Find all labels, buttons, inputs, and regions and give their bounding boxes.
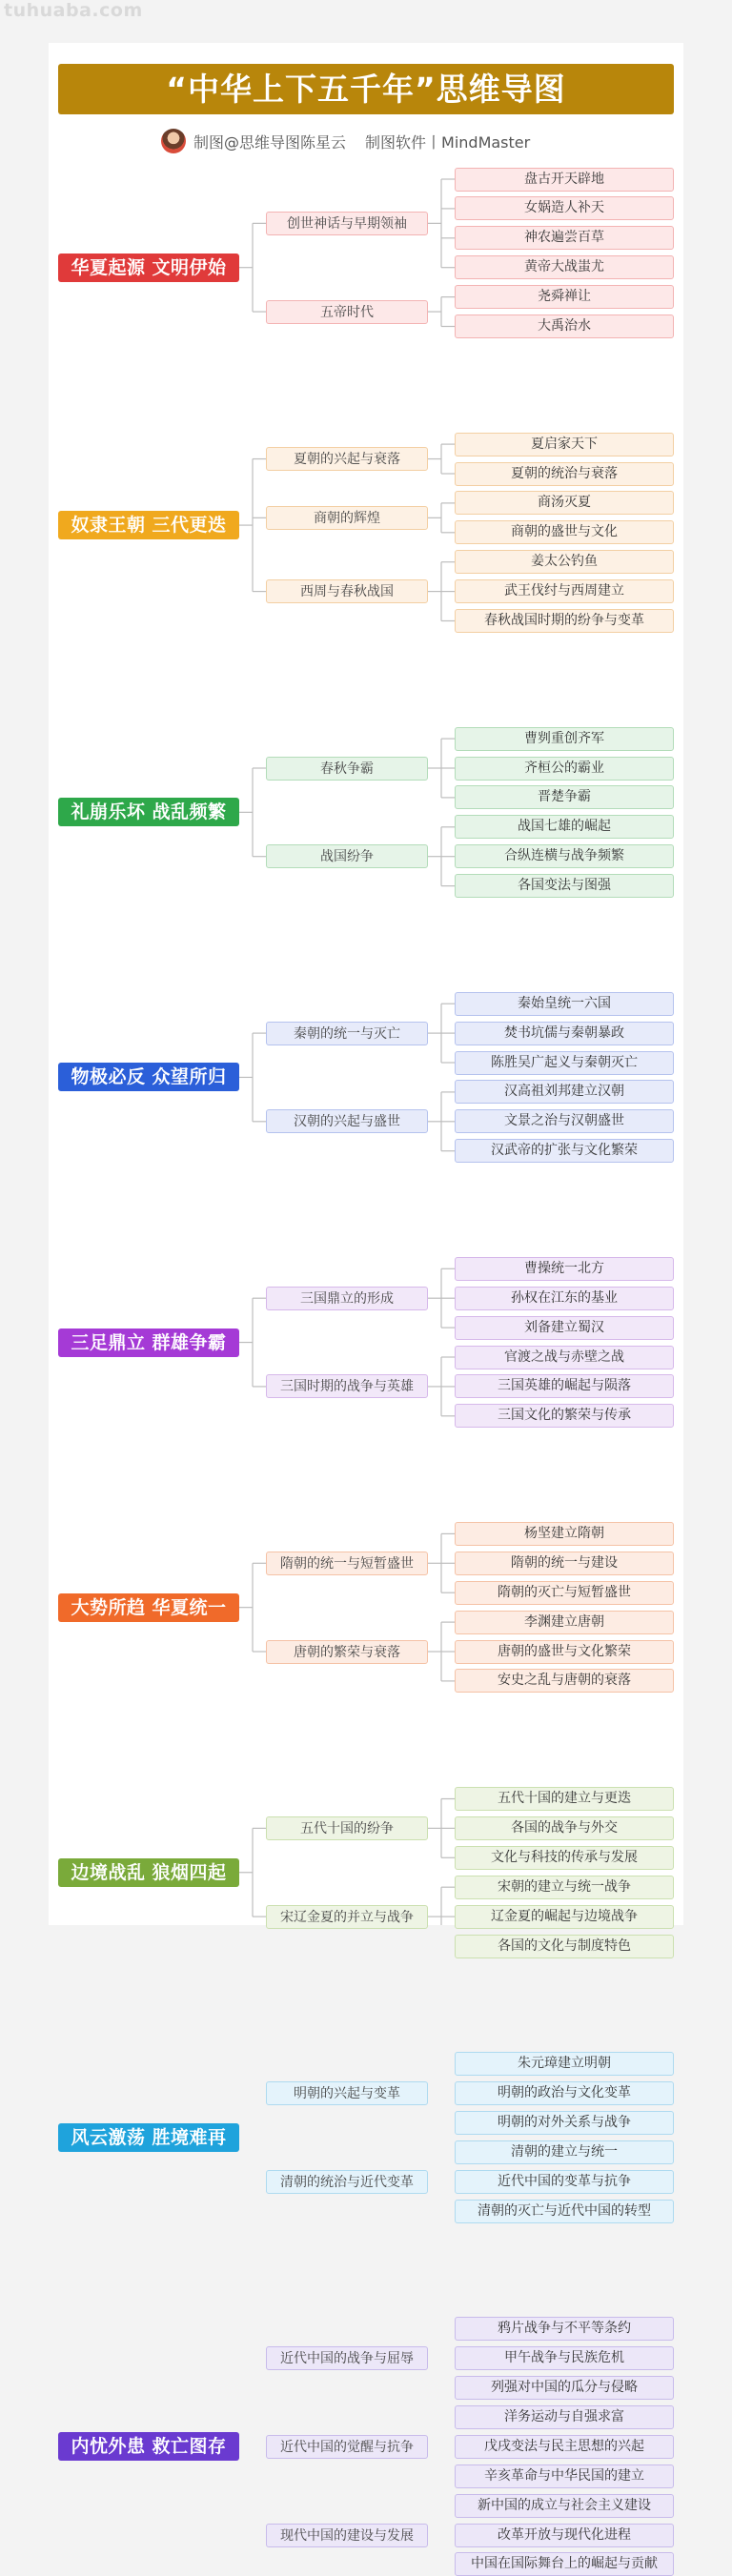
leaf-topic: 戊戌变法与民主思想的兴起 (455, 2435, 674, 2459)
leaf-topic: 洋务运动与自强求富 (455, 2405, 674, 2429)
leaf-topic: 三国英雄的崛起与陨落 (455, 1374, 674, 1398)
leaf-topic: 孙权在江东的基业 (455, 1287, 674, 1310)
author-credit: 制图@思维导图陈星云 (193, 132, 347, 152)
leaf-topic: 杨坚建立隋朝 (455, 1522, 674, 1546)
leaf-topic: 改革开放与现代化进程 (455, 2524, 674, 2547)
leaf-topic: 商汤灭夏 (455, 491, 674, 515)
leaf-topic: 清朝的灭亡与近代中国的转型 (455, 2200, 674, 2223)
leaf-topic: 战国七雄的崛起 (455, 815, 674, 839)
leaf-topic: 唐朝的盛世与文化繁荣 (455, 1640, 674, 1664)
page-title: “中华上下五千年”思维导图 (58, 64, 674, 114)
subtopic: 西周与春秋战国 (266, 579, 428, 603)
leaf-topic: 明朝的对外关系与战争 (455, 2111, 674, 2135)
leaf-topic: 汉高祖刘邦建立汉朝 (455, 1080, 674, 1104)
leaf-topic: 近代中国的变革与抗争 (455, 2170, 674, 2194)
subtopic: 春秋争霸 (266, 757, 428, 781)
leaf-topic: 明朝的政治与文化变革 (455, 2081, 674, 2105)
main-topic: 礼崩乐坏 战乱频繁 (58, 798, 239, 826)
leaf-topic: 盘古开天辟地 (455, 168, 674, 192)
leaf-topic: 陈胜吴广起义与秦朝灭亡 (455, 1051, 674, 1075)
subtopic: 明朝的兴起与变革 (266, 2081, 428, 2105)
leaf-topic: 甲午战争与民族危机 (455, 2346, 674, 2370)
leaf-topic: 齐桓公的霸业 (455, 757, 674, 781)
main-topic: 内忧外患 救亡图存 (58, 2432, 239, 2461)
leaf-topic: 黄帝大战蚩尤 (455, 255, 674, 279)
leaf-topic: 三国文化的繁荣与传承 (455, 1404, 674, 1428)
leaf-topic: 各国的文化与制度特色 (455, 1935, 674, 1958)
leaf-topic: 朱元璋建立明朝 (455, 2052, 674, 2076)
subtopic: 商朝的辉煌 (266, 506, 428, 530)
leaf-topic: 李渊建立唐朝 (455, 1611, 674, 1634)
leaf-topic: 姜太公钓鱼 (455, 550, 674, 574)
subtopic: 近代中国的觉醒与抗争 (266, 2435, 428, 2459)
leaf-topic: 官渡之战与赤壁之战 (455, 1346, 674, 1369)
main-topic: 边境战乱 狼烟四起 (58, 1858, 239, 1887)
subtopic: 五代十国的纷争 (266, 1816, 428, 1840)
main-topic: 奴隶王朝 三代更迭 (58, 511, 239, 539)
leaf-topic: 曹刿重创齐军 (455, 727, 674, 751)
leaf-topic: 晋楚争霸 (455, 785, 674, 809)
leaf-topic: 汉武帝的扩张与文化繁荣 (455, 1139, 674, 1163)
leaf-topic: 隋朝的灭亡与短暂盛世 (455, 1581, 674, 1605)
subtopic: 战国纷争 (266, 844, 428, 868)
subtopic: 清朝的统治与近代变革 (266, 2170, 428, 2194)
leaf-topic: 文景之治与汉朝盛世 (455, 1109, 674, 1133)
subtopic: 夏朝的兴起与衰落 (266, 447, 428, 471)
leaf-topic: 辛亥革命与中华民国的建立 (455, 2464, 674, 2488)
leaf-topic: 列强对中国的瓜分与侵略 (455, 2376, 674, 2400)
leaf-topic: 隋朝的统一与建设 (455, 1552, 674, 1575)
subtopic: 三国时期的战争与英雄 (266, 1374, 428, 1398)
leaf-topic: 女娲造人补天 (455, 196, 674, 220)
leaf-topic: 春秋战国时期的纷争与变革 (455, 609, 674, 633)
subtopic: 创世神话与早期领袖 (266, 212, 428, 235)
subtopic: 宋辽金夏的并立与战争 (266, 1905, 428, 1929)
subtopic: 五帝时代 (266, 300, 428, 324)
subtopic: 近代中国的战争与屈辱 (266, 2346, 428, 2370)
main-topic: 风云激荡 胜境难再 (58, 2123, 239, 2152)
leaf-topic: 五代十国的建立与更迭 (455, 1787, 674, 1811)
leaf-topic: 宋朝的建立与统一战争 (455, 1876, 674, 1899)
site-watermark: tuhuaba.com (4, 0, 143, 21)
leaf-topic: 大禹治水 (455, 314, 674, 338)
main-topic: 华夏起源 文明伊始 (58, 254, 239, 282)
leaf-topic: 武王伐纣与西周建立 (455, 579, 674, 603)
leaf-topic: 各国变法与图强 (455, 874, 674, 898)
leaf-topic: 鸦片战争与不平等条约 (455, 2317, 674, 2341)
subtopic: 唐朝的繁荣与衰落 (266, 1640, 428, 1664)
subtopic: 秦朝的统一与灭亡 (266, 1022, 428, 1045)
leaf-topic: 尧舜禅让 (455, 285, 674, 309)
leaf-topic: 各国的战争与外交 (455, 1816, 674, 1840)
main-topic: 大势所趋 华夏统一 (58, 1593, 239, 1622)
leaf-topic: 文化与科技的传承与发展 (455, 1846, 674, 1870)
leaf-topic: 刘备建立蜀汉 (455, 1316, 674, 1340)
leaf-topic: 夏启家天下 (455, 433, 674, 456)
main-topic: 物极必反 众望所归 (58, 1063, 239, 1091)
subtopic: 隋朝的统一与短暂盛世 (266, 1552, 428, 1575)
leaf-topic: 秦始皇统一六国 (455, 992, 674, 1016)
leaf-topic: 中国在国际舞台上的崛起与贡献 (455, 2552, 674, 2576)
leaf-topic: 辽金夏的崛起与边境战争 (455, 1905, 674, 1929)
leaf-topic: 合纵连横与战争频繁 (455, 844, 674, 868)
main-topic: 三足鼎立 群雄争霸 (58, 1329, 239, 1357)
leaf-topic: 焚书坑儒与秦朝暴政 (455, 1022, 674, 1045)
leaf-topic: 新中国的成立与社会主义建设 (455, 2494, 674, 2518)
leaf-topic: 曹操统一北方 (455, 1257, 674, 1281)
leaf-topic: 神农遍尝百草 (455, 226, 674, 250)
leaf-topic: 商朝的盛世与文化 (455, 520, 674, 544)
leaf-topic: 夏朝的统治与衰落 (455, 462, 674, 486)
leaf-topic: 安史之乱与唐朝的衰落 (455, 1669, 674, 1693)
leaf-topic: 清朝的建立与统一 (455, 2140, 674, 2164)
software-credit: 制图软件丨MindMaster (365, 132, 531, 152)
subtopic: 汉朝的兴起与盛世 (266, 1109, 428, 1133)
subtopic: 现代中国的建设与发展 (266, 2524, 428, 2547)
subtopic: 三国鼎立的形成 (266, 1287, 428, 1310)
